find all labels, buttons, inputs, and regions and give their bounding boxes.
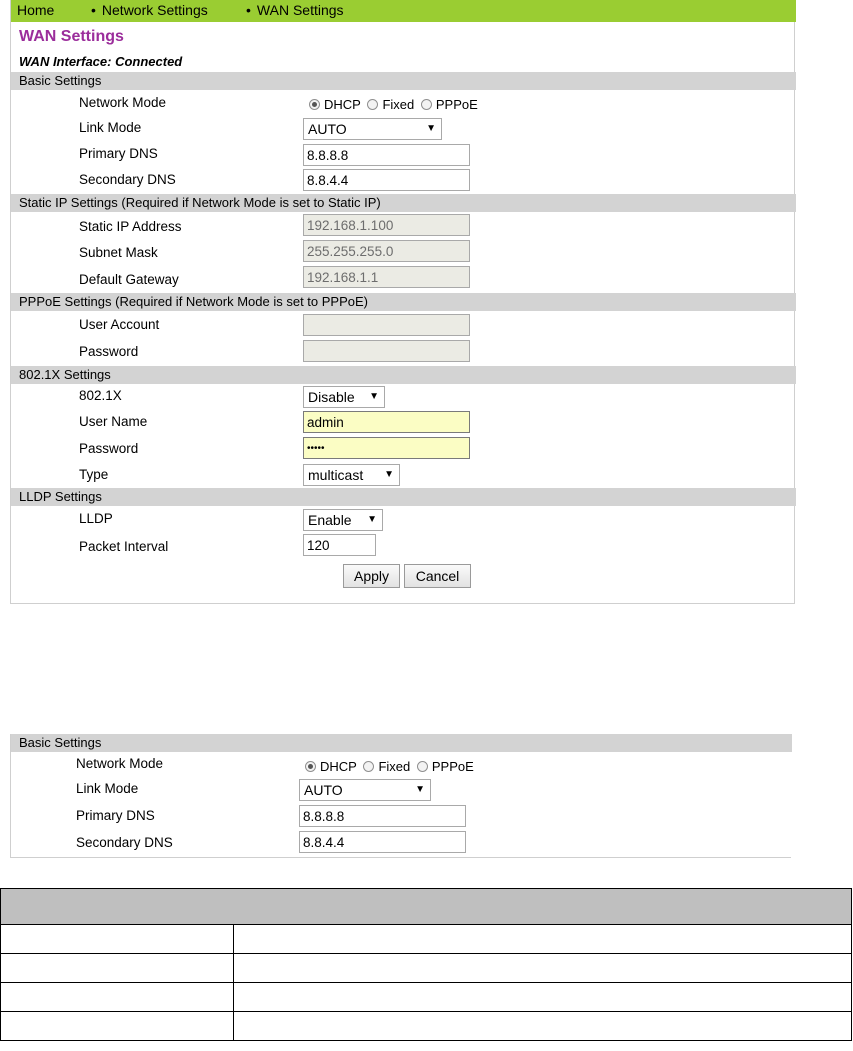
link-mode-value: AUTO [308, 121, 347, 137]
nav-wan-settings-label: WAN Settings [256, 2, 344, 18]
cancel-button[interactable]: Cancel [404, 564, 471, 588]
default-gateway-input [303, 266, 470, 288]
table-cell [234, 1012, 852, 1041]
section-pppoe: PPPoE Settings (Required if Network Mode is set to PPPoE) [11, 293, 796, 311]
link-mode-value: AUTO [304, 782, 343, 798]
dot1x-type-value: multicast [308, 467, 364, 483]
default-gateway-label: Default Gateway [79, 272, 179, 287]
table-cell [1, 983, 234, 1012]
subnet-mask-input [303, 240, 470, 262]
packet-interval-label: Packet Interval [79, 539, 169, 554]
network-mode-label: Network Mode [79, 95, 167, 110]
primary-dns-input[interactable] [303, 144, 470, 166]
dot1x-enable-select[interactable] [303, 386, 385, 408]
table-header-row [1, 889, 852, 925]
chevron-down-icon: ▼ [367, 514, 377, 525]
primary-dns-input[interactable] [299, 805, 466, 827]
dot1x-type-select[interactable] [303, 464, 400, 486]
static-ip-label: Static IP Address [79, 219, 182, 234]
page-title: WAN Settings [19, 28, 124, 45]
chevron-down-icon: ▼ [369, 391, 379, 402]
dot1x-type-label: Type [79, 467, 109, 482]
settings-description-table [0, 888, 852, 1041]
dot1x-enable-label: 802.1X [79, 388, 122, 403]
section-basic-settings: Basic Settings [11, 734, 792, 752]
packet-interval-input[interactable] [303, 534, 376, 556]
primary-dns-label: Primary DNS [79, 146, 158, 161]
radio-dhcp-label: DHCP [320, 759, 357, 774]
table-cell [1, 1012, 234, 1041]
section-basic-settings: Basic Settings [11, 72, 796, 90]
lldp-value: Enable [308, 512, 352, 528]
basic-settings-detail-panel [10, 734, 791, 858]
link-mode-label: Link Mode [76, 781, 139, 796]
section-static-ip: Static IP Settings (Required if Network Mode is set to Static IP) [11, 194, 796, 212]
table-row [1, 1012, 852, 1041]
chevron-down-icon: ▼ [415, 784, 425, 795]
radio-dhcp-label: DHCP [324, 97, 361, 112]
radio-pppoe[interactable] [421, 99, 432, 110]
wan-status: WAN Interface: Connected [19, 54, 183, 69]
dot1x-username-input[interactable] [303, 411, 470, 433]
pppoe-password-label: Password [79, 344, 139, 359]
radio-fixed-label: Fixed [382, 97, 415, 112]
bullet-icon: • [246, 2, 251, 18]
radio-pppoe[interactable] [417, 761, 428, 772]
link-mode-select[interactable] [303, 118, 442, 140]
pppoe-account-label: User Account [79, 317, 160, 332]
section-802-1x: 802.1X Settings [11, 366, 796, 384]
radio-fixed[interactable] [363, 761, 374, 772]
chevron-down-icon: ▼ [384, 469, 394, 480]
lldp-select[interactable] [303, 509, 383, 531]
network-mode-label: Network Mode [76, 756, 164, 771]
static-ip-input [303, 214, 470, 236]
radio-pppoe-label: PPPoE [435, 97, 478, 112]
nav-network-settings-label: Network Settings [101, 2, 208, 18]
radio-dhcp[interactable] [309, 99, 320, 110]
radio-pppoe-label: PPPoE [431, 759, 474, 774]
table-cell [1, 925, 234, 954]
table-cell [234, 983, 852, 1012]
table-row [1, 983, 852, 1012]
secondary-dns-input[interactable] [299, 831, 466, 853]
nav-wan-settings[interactable] [246, 0, 344, 22]
apply-button[interactable]: Apply [343, 564, 400, 588]
nav-network-settings[interactable] [91, 0, 208, 22]
secondary-dns-input[interactable] [303, 169, 470, 191]
secondary-dns-label: Secondary DNS [76, 835, 173, 850]
link-mode-select[interactable] [299, 779, 431, 801]
dot1x-password-input[interactable] [303, 437, 470, 459]
wan-settings-panel [10, 0, 795, 604]
link-mode-label: Link Mode [79, 120, 142, 135]
table-cell [1, 954, 234, 983]
pppoe-password-input [303, 340, 470, 362]
breadcrumb-nav [11, 0, 796, 22]
table-cell [234, 925, 852, 954]
subnet-mask-label: Subnet Mask [79, 245, 158, 260]
table-header-cell [1, 889, 852, 925]
dot1x-username-label: User Name [79, 414, 148, 429]
nav-home[interactable]: Home [17, 2, 55, 18]
network-mode-radio-group [309, 96, 481, 114]
network-mode-radio-group [305, 758, 477, 776]
table-row [1, 954, 852, 983]
radio-fixed-label: Fixed [378, 759, 411, 774]
section-lldp: LLDP Settings [11, 488, 796, 506]
pppoe-account-input [303, 314, 470, 336]
bullet-icon: • [91, 2, 96, 18]
secondary-dns-label: Secondary DNS [79, 172, 176, 187]
radio-fixed[interactable] [367, 99, 378, 110]
primary-dns-label: Primary DNS [76, 808, 155, 823]
radio-dhcp[interactable] [305, 761, 316, 772]
lldp-label: LLDP [79, 511, 113, 526]
dot1x-password-label: Password [79, 441, 139, 456]
table-row [1, 925, 852, 954]
table-cell [234, 954, 852, 983]
dot1x-enable-value: Disable [308, 389, 355, 405]
chevron-down-icon: ▼ [426, 123, 436, 134]
